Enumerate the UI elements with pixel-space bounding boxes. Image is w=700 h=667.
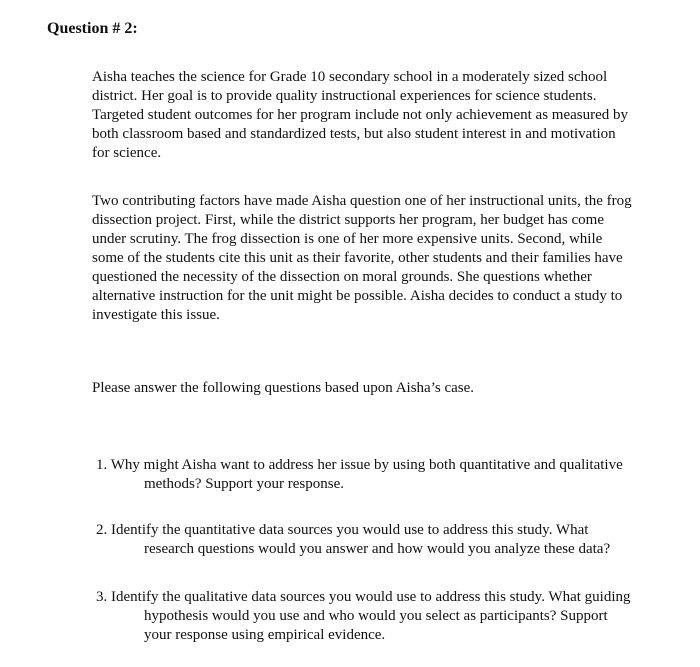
question-item-3: [96, 588, 686, 645]
paragraph-line: district. Her goal is to provide quality instructional experiences for science students.: [92, 88, 597, 104]
case-paragraph-1: [92, 68, 682, 163]
question-item-1: [96, 456, 686, 494]
question-line: 3. Identify the qualitative data sources you would use to address this study. What guiding: [96, 589, 631, 605]
paragraph-line: Two contributing factors have made Aisha question one of her instructional units, the frog: [92, 193, 632, 209]
paragraph-line: Targeted student outcomes for her program include not only achievement as measured by: [92, 107, 629, 123]
question-heading: Question # 2:: [47, 20, 138, 37]
paragraph-line: for science.: [92, 145, 162, 161]
question-line: methods? Support your response.: [144, 476, 344, 492]
paragraph-line: questioned the necessity of the dissection on moral grounds. She questions whether: [92, 269, 592, 285]
question-item-2: [96, 521, 686, 559]
question-line: hypothesis would you use and who would you select as participants? Support: [144, 608, 608, 624]
paragraph-line: both classroom based and standardized tests, but also student interest in and motivation: [92, 126, 616, 142]
paragraph-line: Aisha teaches the science for Grade 10 secondary school in a moderately sized school: [92, 69, 608, 85]
question-line: 2. Identify the quantitative data sources you would use to address this study. What: [96, 522, 589, 538]
paragraph-line: dissection project. First, while the district supports her program, her budget has come: [92, 212, 604, 228]
question-line: your response using empirical evidence.: [144, 627, 386, 643]
question-line: 1. Why might Aisha want to address her issue by using both quantitative and qualitative: [96, 457, 623, 473]
case-paragraph-2: [92, 192, 682, 325]
paragraph-line: some of the students cite this unit as their favorite, other students and their families have: [92, 250, 623, 266]
paragraph-line: under scrutiny. The frog dissection is one of her more expensive units. Second, while: [92, 231, 603, 247]
question-line: research questions would you answer and how would you analyze these data?: [144, 541, 611, 557]
instruction-text: Please answer the following questions based upon Aisha’s case.: [92, 380, 475, 396]
paragraph-line: alternative instruction for the unit might be possible. Aisha decides to conduct a study to: [92, 288, 623, 304]
paragraph-line: investigate this issue.: [92, 307, 220, 323]
